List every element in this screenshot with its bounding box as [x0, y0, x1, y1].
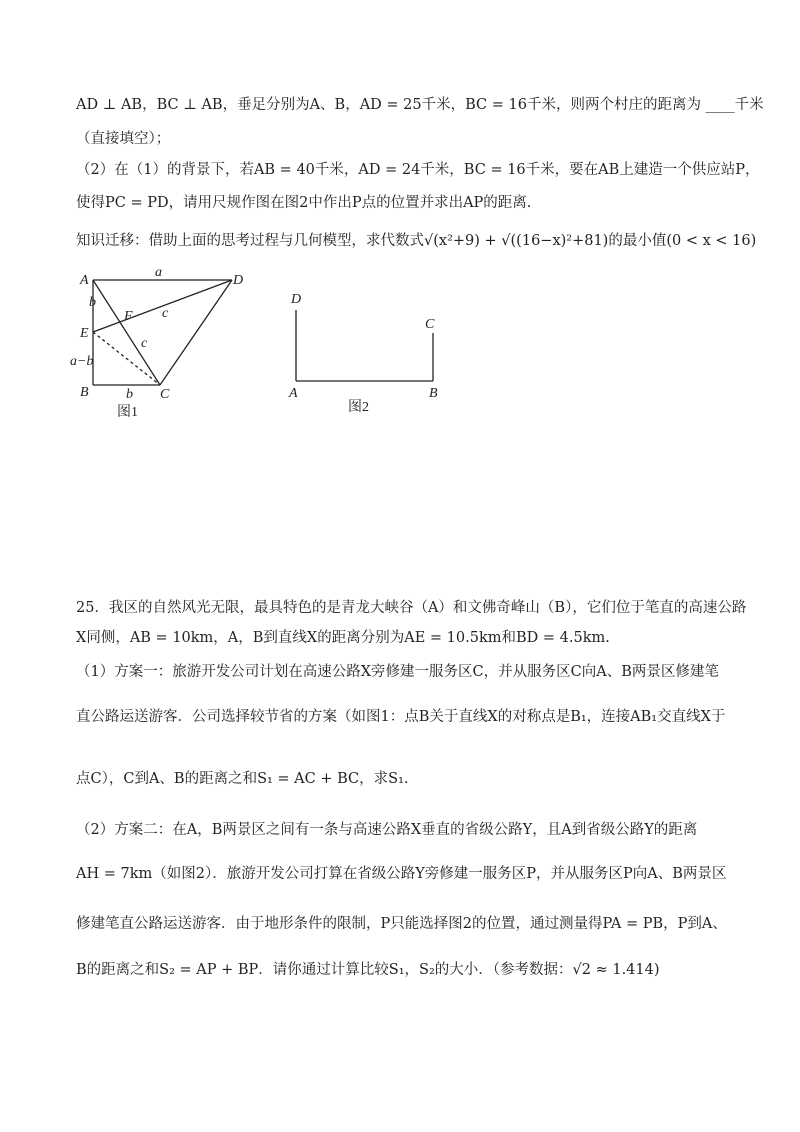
q25-line-2: X同侧，AB = 10km，A，B到直线X的距离分别为AE = 10.5km和BD = 4.5km. — [76, 630, 610, 646]
q25-line-6: （2）方案二：在A，B两景区之间有一条与高速公路X垂直的省级公路Y，且A到省级公路Y的距离 — [76, 822, 698, 838]
q25-line-1: 25．我区的自然风光无限，最具特色的是青龙大峡谷（A）和文佛奇峰山（B），它们位于笔直的高速公路 — [76, 600, 747, 616]
fig1-label-E: E — [80, 326, 89, 341]
q24-line-2: （直接填空）； — [76, 131, 171, 147]
fig1-label-A: A — [80, 273, 89, 288]
fig1-segment-DC — [160, 280, 232, 385]
fig2-label-A: A — [289, 386, 298, 401]
fig1-label-a-minus-b: a−b — [70, 354, 94, 369]
q24-line-5: 知识迁移：借助上面的思考过程与几何模型，求代数式√(x²+9) + √((16−x)²+81)的最小值(0 < x < 16) — [76, 233, 757, 249]
fig1-caption: 图1 — [117, 405, 138, 420]
fig1-segment-AC — [93, 280, 160, 385]
q25-line-8: 修建笔直公路运送游客．由于地形条件的限制，P只能选择图2的位置，通过测量得PA = PB，P到A、 — [76, 916, 727, 932]
fig1-segment-EC-dashed — [93, 332, 160, 385]
fig2-label-D: D — [291, 292, 302, 307]
fig1-label-F: F — [124, 309, 133, 324]
fig1-label-a: a — [155, 265, 162, 280]
fig1-label-b-top: b — [89, 295, 96, 310]
fig2-label-C: C — [425, 317, 435, 332]
q24-line-4: 使得PC = PD，请用尺规作图在图2中作出P点的位置并求出AP的距离. — [76, 195, 532, 211]
figure-1 — [0, 0, 800, 440]
q25-line-9: B的距离之和S₂ = AP + BP．请你通过计算比较S₁，S₂的大小．（参考数据：√2 ≈ 1.414) — [76, 962, 660, 978]
q25-line-7: AH = 7km（如图2）．旅游开发公司打算在省级公路Y旁修建一服务区P，并从服务区P向A、B两景区 — [76, 866, 727, 882]
q25-line-5: 点C），C到A、B的距离之和S₁ = AC + BC，求S₁. — [76, 771, 409, 787]
fig1-label-D: D — [233, 273, 244, 288]
q24-line-3: （2）在（1）的背景下，若AB = 40千米，AD = 24千米，BC = 16千米，要在AB上建造一个供应站P， — [76, 162, 760, 178]
fig1-label-c2: c — [141, 336, 148, 351]
fig1-label-B: B — [80, 385, 89, 400]
q24-line-1: AD ⊥ AB，BC ⊥ AB，垂足分别为A、B，AD = 25千米，BC = 16千米，则两个村庄的距离为 ____千米 — [76, 97, 764, 113]
q25-line-3: （1）方案一：旅游开发公司计划在高速公路X旁修建一服务区C，并从服务区C向A、B两景区修建笔 — [76, 664, 719, 680]
fig1-label-C: C — [160, 387, 170, 402]
fig1-label-c1: c — [162, 306, 169, 321]
fig2-label-B: B — [429, 386, 438, 401]
fig2-caption: 图2 — [348, 400, 369, 415]
fig1-label-b-bottom: b — [126, 387, 133, 402]
q25-line-4: 直公路运送游客．公司选择较节省的方案（如图1：点B关于直线X的对称点是B₁，连接AB₁交直线X于 — [76, 709, 726, 725]
